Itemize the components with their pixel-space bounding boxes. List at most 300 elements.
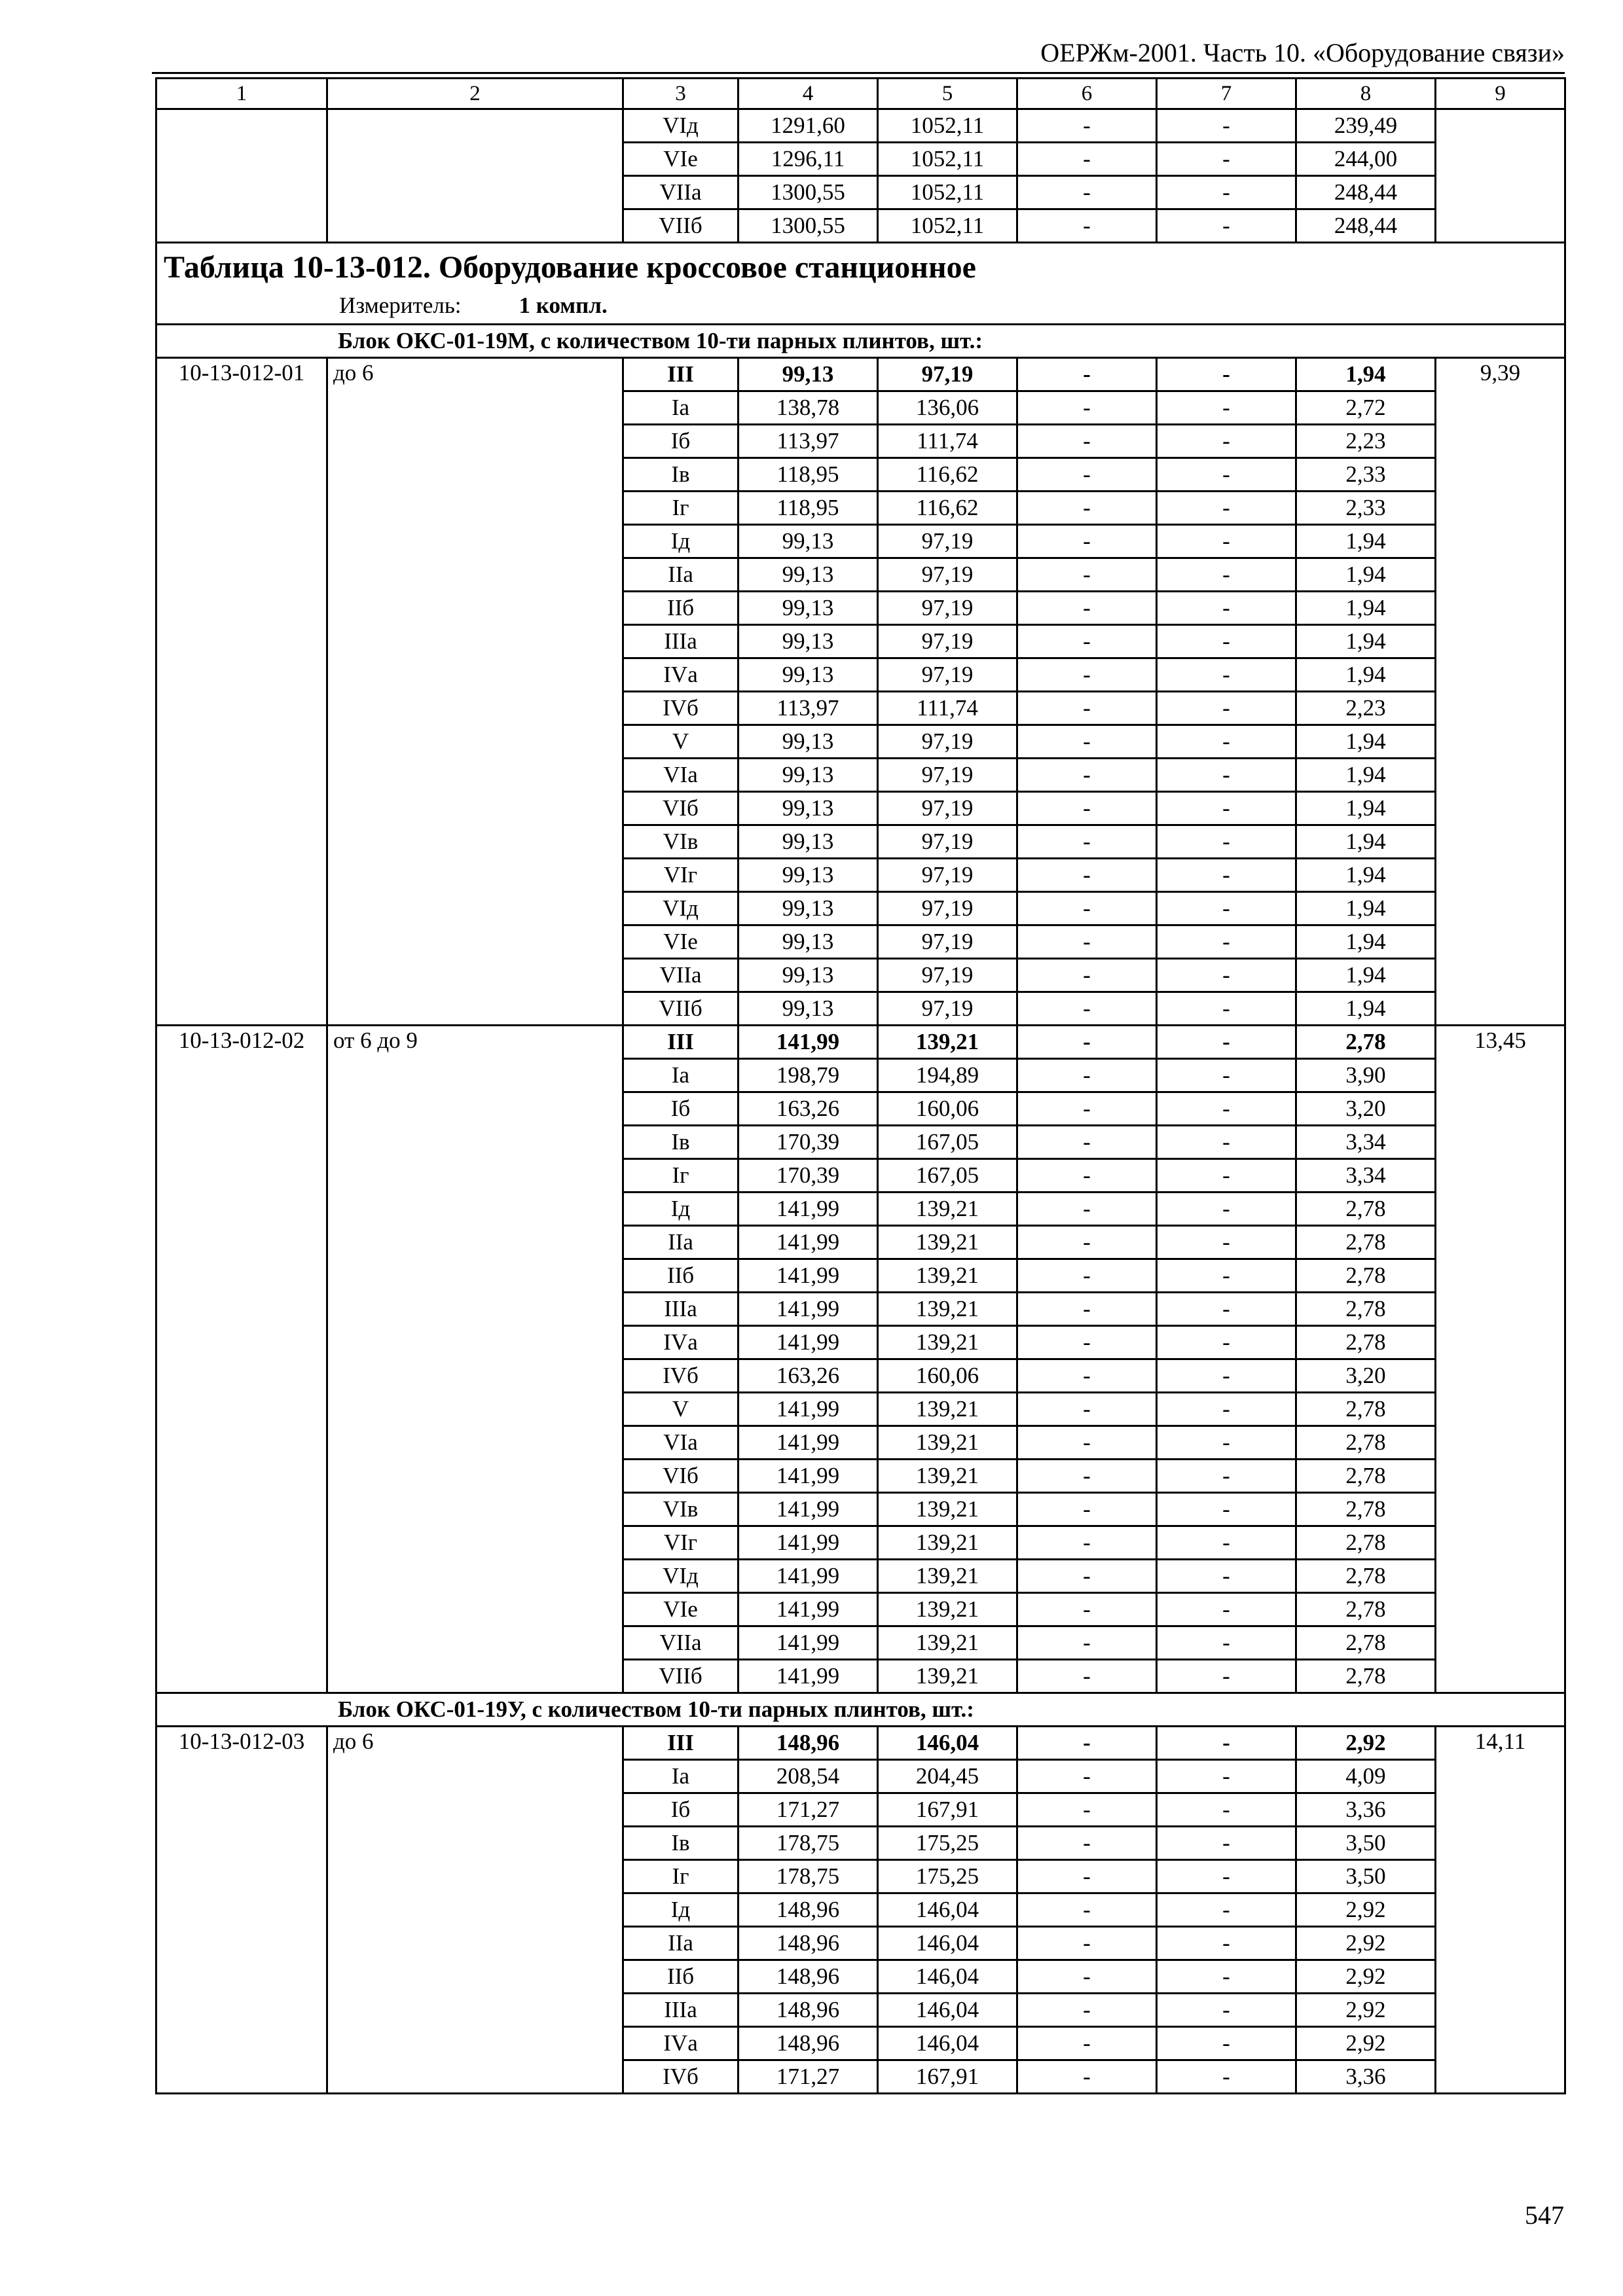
- col8-cell: 1,94: [1296, 725, 1436, 759]
- equipment-cost-cell: 146,04: [878, 1994, 1017, 2027]
- equipment-cost-cell: 1052,11: [878, 109, 1017, 143]
- col6-cell: -: [1017, 658, 1157, 692]
- col6-cell: -: [1017, 992, 1157, 1026]
- col7-cell: -: [1157, 892, 1296, 925]
- col8-cell: 2,78: [1296, 1426, 1436, 1460]
- col9-cell: 13,45: [1436, 1026, 1565, 1693]
- col7-cell: -: [1157, 1994, 1296, 2027]
- col6-cell: -: [1017, 1760, 1157, 1793]
- col8-cell: 2,78: [1296, 1026, 1436, 1059]
- equipment-cost-cell: 97,19: [878, 759, 1017, 792]
- zone-cell: VIд: [623, 892, 739, 925]
- column-number: 1: [156, 79, 327, 109]
- total-cost-cell: 118,95: [739, 458, 878, 492]
- equipment-cost-cell: 139,21: [878, 1026, 1017, 1059]
- table-title: Таблица 10-13-012. Оборудование кроссовое станционное: [164, 250, 976, 285]
- col7-cell: -: [1157, 825, 1296, 859]
- col8-cell: 2,78: [1296, 1626, 1436, 1660]
- zone-cell: Iг: [623, 1159, 739, 1193]
- total-cost-cell: 99,13: [739, 992, 878, 1026]
- col6-cell: -: [1017, 1393, 1157, 1426]
- col6-cell: -: [1017, 1226, 1157, 1259]
- running-header: ОЕРЖм-2001. Часть 10. «Оборудование связи»: [1040, 38, 1565, 67]
- equipment-cost-cell: 167,05: [878, 1159, 1017, 1193]
- code-cell: 10-13-012-01: [156, 358, 327, 1026]
- zone-cell: IVб: [623, 1359, 739, 1393]
- col7-cell: -: [1157, 1126, 1296, 1159]
- total-cost-cell: 99,13: [739, 925, 878, 959]
- code-cell: [156, 143, 327, 176]
- zone-cell: Iг: [623, 1860, 739, 1893]
- col8-cell: 248,44: [1296, 176, 1436, 209]
- zone-cell: IIб: [623, 592, 739, 625]
- zone-cell: VIIб: [623, 209, 739, 243]
- total-cost-cell: 141,99: [739, 1293, 878, 1326]
- column-number-row: [156, 79, 1565, 109]
- col7-cell: -: [1157, 1493, 1296, 1526]
- equipment-cost-cell: 175,25: [878, 1860, 1017, 1893]
- col8-cell: 1,94: [1296, 992, 1436, 1026]
- col6-cell: -: [1017, 1193, 1157, 1226]
- col6-cell: -: [1017, 1293, 1157, 1326]
- col6-cell: -: [1017, 358, 1157, 391]
- col8-cell: 2,78: [1296, 1226, 1436, 1259]
- total-cost-cell: 99,13: [739, 825, 878, 859]
- group-heading-cell: [156, 325, 1565, 358]
- equipment-cost-cell: 194,89: [878, 1059, 1017, 1092]
- total-cost-cell: 1300,55: [739, 176, 878, 209]
- col9-cell: 14,11: [1436, 1727, 1565, 2094]
- col6-cell: -: [1017, 425, 1157, 458]
- col7-cell: -: [1157, 925, 1296, 959]
- zone-cell: V: [623, 1393, 739, 1426]
- col8-cell: 2,78: [1296, 1393, 1436, 1426]
- total-cost-cell: 141,99: [739, 1460, 878, 1493]
- col7-cell: -: [1157, 109, 1296, 143]
- total-cost-cell: 113,97: [739, 425, 878, 458]
- equipment-cost-cell: 139,21: [878, 1193, 1017, 1226]
- total-cost-cell: 99,13: [739, 358, 878, 391]
- equipment-cost-cell: 204,45: [878, 1760, 1017, 1793]
- group-heading-cell: [156, 1693, 1565, 1727]
- col7-cell: -: [1157, 525, 1296, 558]
- col6-cell: -: [1017, 391, 1157, 425]
- col7-cell: -: [1157, 1159, 1296, 1193]
- col7-cell: -: [1157, 458, 1296, 492]
- col8-cell: 2,23: [1296, 692, 1436, 725]
- zone-cell: VIг: [623, 1526, 739, 1560]
- col7-cell: -: [1157, 176, 1296, 209]
- col9-cell: [1436, 109, 1565, 143]
- col8-cell: 2,78: [1296, 1460, 1436, 1493]
- description-cell: [327, 176, 623, 209]
- equipment-cost-cell: 139,21: [878, 1259, 1017, 1293]
- col7-cell: -: [1157, 658, 1296, 692]
- total-cost-cell: 178,75: [739, 1827, 878, 1860]
- column-number: 5: [878, 79, 1017, 109]
- col7-cell: -: [1157, 1727, 1296, 1760]
- total-cost-cell: 99,13: [739, 959, 878, 992]
- total-cost-cell: 148,96: [739, 1960, 878, 1994]
- col6-cell: -: [1017, 1460, 1157, 1493]
- unit-row: [156, 291, 1565, 325]
- col6-cell: -: [1017, 1626, 1157, 1660]
- equipment-cost-cell: 97,19: [878, 825, 1017, 859]
- equipment-cost-cell: 139,21: [878, 1626, 1017, 1660]
- col8-cell: 2,72: [1296, 391, 1436, 425]
- col6-cell: -: [1017, 558, 1157, 592]
- table-row: [156, 109, 1565, 143]
- zone-cell: VIIб: [623, 992, 739, 1026]
- col6-cell: -: [1017, 1927, 1157, 1960]
- zone-cell: Iг: [623, 492, 739, 525]
- col7-cell: -: [1157, 492, 1296, 525]
- col8-cell: 1,94: [1296, 625, 1436, 658]
- col7-cell: -: [1157, 1259, 1296, 1293]
- col6-cell: -: [1017, 859, 1157, 892]
- col8-cell: 1,94: [1296, 792, 1436, 825]
- col7-cell: -: [1157, 1560, 1296, 1593]
- total-cost-cell: 141,99: [739, 1326, 878, 1359]
- col7-cell: -: [1157, 1960, 1296, 1994]
- equipment-cost-cell: 97,19: [878, 925, 1017, 959]
- equipment-cost-cell: 97,19: [878, 725, 1017, 759]
- column-number: 6: [1017, 79, 1157, 109]
- total-cost-cell: 171,27: [739, 1793, 878, 1827]
- zone-cell: VIб: [623, 792, 739, 825]
- col6-cell: -: [1017, 692, 1157, 725]
- equipment-cost-cell: 139,21: [878, 1593, 1017, 1626]
- rates-table: [155, 77, 1566, 2094]
- total-cost-cell: 141,99: [739, 1226, 878, 1259]
- column-number: 9: [1436, 79, 1565, 109]
- total-cost-cell: 99,13: [739, 892, 878, 925]
- col7-cell: -: [1157, 1426, 1296, 1460]
- col8-cell: 2,78: [1296, 1560, 1436, 1593]
- col8-cell: 2,78: [1296, 1660, 1436, 1693]
- col8-cell: 1,94: [1296, 892, 1436, 925]
- equipment-cost-cell: 167,05: [878, 1126, 1017, 1159]
- col8-cell: 2,92: [1296, 1727, 1436, 1760]
- zone-cell: Iа: [623, 1760, 739, 1793]
- zone-cell: Iд: [623, 1193, 739, 1226]
- column-number: 2: [327, 79, 623, 109]
- equipment-cost-cell: 167,91: [878, 2060, 1017, 2094]
- zone-cell: IVб: [623, 2060, 739, 2094]
- equipment-cost-cell: 1052,11: [878, 143, 1017, 176]
- equipment-cost-cell: 97,19: [878, 992, 1017, 1026]
- col7-cell: -: [1157, 1059, 1296, 1092]
- unit-cell: [156, 291, 1565, 325]
- col8-cell: 1,94: [1296, 358, 1436, 391]
- total-cost-cell: 99,13: [739, 792, 878, 825]
- col6-cell: -: [1017, 2060, 1157, 2094]
- col9-cell: [1436, 209, 1565, 243]
- total-cost-cell: 198,79: [739, 1059, 878, 1092]
- table-row: [156, 1026, 1565, 1059]
- col8-cell: 2,92: [1296, 1994, 1436, 2027]
- equipment-cost-cell: 1052,11: [878, 176, 1017, 209]
- code-cell: [156, 209, 327, 243]
- total-cost-cell: 163,26: [739, 1359, 878, 1393]
- group-heading: Блок ОКС-01-19М, с количеством 10-ти парных плинтов, шт.:: [338, 328, 983, 353]
- col6-cell: -: [1017, 1126, 1157, 1159]
- col8-cell: 1,94: [1296, 592, 1436, 625]
- col8-cell: 3,20: [1296, 1359, 1436, 1393]
- col7-cell: -: [1157, 1460, 1296, 1493]
- description-cell: [327, 143, 623, 176]
- col8-cell: 2,92: [1296, 2027, 1436, 2060]
- total-cost-cell: 141,99: [739, 1493, 878, 1526]
- col8-cell: 1,94: [1296, 759, 1436, 792]
- col7-cell: -: [1157, 592, 1296, 625]
- equipment-cost-cell: 136,06: [878, 391, 1017, 425]
- col7-cell: -: [1157, 859, 1296, 892]
- equipment-cost-cell: 146,04: [878, 2027, 1017, 2060]
- equipment-cost-cell: 97,19: [878, 892, 1017, 925]
- equipment-cost-cell: 139,21: [878, 1560, 1017, 1593]
- equipment-cost-cell: 139,21: [878, 1293, 1017, 1326]
- col6-cell: -: [1017, 1793, 1157, 1827]
- col7-cell: -: [1157, 143, 1296, 176]
- zone-cell: Iв: [623, 458, 739, 492]
- total-cost-cell: 99,13: [739, 859, 878, 892]
- zone-cell: VIд: [623, 109, 739, 143]
- col8-cell: 3,20: [1296, 1092, 1436, 1126]
- col6-cell: -: [1017, 1426, 1157, 1460]
- equipment-cost-cell: 111,74: [878, 692, 1017, 725]
- code-cell: 10-13-012-02: [156, 1026, 327, 1693]
- col6-cell: -: [1017, 825, 1157, 859]
- col8-cell: 1,94: [1296, 859, 1436, 892]
- total-cost-cell: 170,39: [739, 1126, 878, 1159]
- total-cost-cell: 148,96: [739, 1994, 878, 2027]
- total-cost-cell: 99,13: [739, 658, 878, 692]
- page-number: 547: [1525, 2200, 1564, 2230]
- zone-cell: VIIа: [623, 959, 739, 992]
- col8-cell: 2,78: [1296, 1293, 1436, 1326]
- col8-cell: 1,94: [1296, 525, 1436, 558]
- equipment-cost-cell: 97,19: [878, 859, 1017, 892]
- col6-cell: -: [1017, 209, 1157, 243]
- col8-cell: 248,44: [1296, 209, 1436, 243]
- col6-cell: -: [1017, 1827, 1157, 1860]
- col7-cell: -: [1157, 1026, 1296, 1059]
- code-cell: [156, 109, 327, 143]
- col6-cell: -: [1017, 525, 1157, 558]
- zone-cell: III: [623, 1727, 739, 1760]
- zone-cell: VIа: [623, 1426, 739, 1460]
- col7-cell: -: [1157, 692, 1296, 725]
- col6-cell: -: [1017, 1059, 1157, 1092]
- col6-cell: -: [1017, 2027, 1157, 2060]
- zone-cell: Iб: [623, 1793, 739, 1827]
- col8-cell: 1,94: [1296, 658, 1436, 692]
- total-cost-cell: 113,97: [739, 692, 878, 725]
- col7-cell: -: [1157, 1760, 1296, 1793]
- zone-cell: VIв: [623, 825, 739, 859]
- total-cost-cell: 148,96: [739, 2027, 878, 2060]
- col7-cell: -: [1157, 558, 1296, 592]
- col7-cell: -: [1157, 2027, 1296, 2060]
- equipment-cost-cell: 1052,11: [878, 209, 1017, 243]
- equipment-cost-cell: 139,21: [878, 1326, 1017, 1359]
- col7-cell: -: [1157, 1827, 1296, 1860]
- col7-cell: -: [1157, 358, 1296, 391]
- zone-cell: VIIа: [623, 176, 739, 209]
- zone-cell: Iв: [623, 1827, 739, 1860]
- total-cost-cell: 141,99: [739, 1026, 878, 1059]
- col7-cell: -: [1157, 625, 1296, 658]
- col6-cell: -: [1017, 492, 1157, 525]
- col8-cell: 2,78: [1296, 1526, 1436, 1560]
- zone-cell: IVб: [623, 692, 739, 725]
- zone-cell: IVа: [623, 658, 739, 692]
- group-heading-row: [156, 325, 1565, 358]
- col6-cell: -: [1017, 592, 1157, 625]
- col7-cell: -: [1157, 1359, 1296, 1393]
- equipment-cost-cell: 97,19: [878, 592, 1017, 625]
- col6-cell: -: [1017, 1593, 1157, 1626]
- total-cost-cell: 141,99: [739, 1393, 878, 1426]
- total-cost-cell: 141,99: [739, 1259, 878, 1293]
- description-cell: до 6: [327, 1727, 623, 2094]
- col7-cell: -: [1157, 1893, 1296, 1927]
- col8-cell: 3,36: [1296, 1793, 1436, 1827]
- equipment-cost-cell: 139,21: [878, 1526, 1017, 1560]
- zone-cell: III: [623, 1026, 739, 1059]
- col6-cell: -: [1017, 1259, 1157, 1293]
- zone-cell: Iд: [623, 525, 739, 558]
- equipment-cost-cell: 175,25: [878, 1827, 1017, 1860]
- total-cost-cell: 141,99: [739, 1593, 878, 1626]
- col8-cell: 2,78: [1296, 1326, 1436, 1359]
- description-cell: от 6 до 9: [327, 1026, 623, 1693]
- zone-cell: Iа: [623, 391, 739, 425]
- col7-cell: -: [1157, 391, 1296, 425]
- equipment-cost-cell: 146,04: [878, 1927, 1017, 1960]
- equipment-cost-cell: 146,04: [878, 1727, 1017, 1760]
- zone-cell: IIIа: [623, 625, 739, 658]
- total-cost-cell: 99,13: [739, 592, 878, 625]
- col8-cell: 239,49: [1296, 109, 1436, 143]
- equipment-cost-cell: 139,21: [878, 1226, 1017, 1259]
- col7-cell: -: [1157, 792, 1296, 825]
- equipment-cost-cell: 97,19: [878, 959, 1017, 992]
- col6-cell: -: [1017, 1326, 1157, 1359]
- col7-cell: -: [1157, 1626, 1296, 1660]
- total-cost-cell: 1291,60: [739, 109, 878, 143]
- total-cost-cell: 99,13: [739, 759, 878, 792]
- column-number: 8: [1296, 79, 1436, 109]
- total-cost-cell: 1296,11: [739, 143, 878, 176]
- total-cost-cell: 141,99: [739, 1526, 878, 1560]
- table-row: [156, 1727, 1565, 1760]
- col7-cell: -: [1157, 1593, 1296, 1626]
- col7-cell: -: [1157, 759, 1296, 792]
- col8-cell: 244,00: [1296, 143, 1436, 176]
- unit-label: Измеритель:: [339, 293, 462, 318]
- col8-cell: 2,92: [1296, 1927, 1436, 1960]
- col8-cell: 1,94: [1296, 959, 1436, 992]
- rates-table-body: [156, 79, 1565, 2094]
- col6-cell: -: [1017, 725, 1157, 759]
- col8-cell: 2,78: [1296, 1593, 1436, 1626]
- col8-cell: 3,90: [1296, 1059, 1436, 1092]
- col8-cell: 3,34: [1296, 1126, 1436, 1159]
- col6-cell: -: [1017, 959, 1157, 992]
- col7-cell: -: [1157, 1793, 1296, 1827]
- zone-cell: VIе: [623, 925, 739, 959]
- zone-cell: VIв: [623, 1493, 739, 1526]
- col7-cell: -: [1157, 992, 1296, 1026]
- zone-cell: VIе: [623, 143, 739, 176]
- col7-cell: -: [1157, 1226, 1296, 1259]
- equipment-cost-cell: 146,04: [878, 1960, 1017, 1994]
- table-row: [156, 176, 1565, 209]
- equipment-cost-cell: 97,19: [878, 658, 1017, 692]
- zone-cell: Iд: [623, 1893, 739, 1927]
- zone-cell: VIе: [623, 1593, 739, 1626]
- col8-cell: 4,09: [1296, 1760, 1436, 1793]
- col7-cell: -: [1157, 1193, 1296, 1226]
- equipment-cost-cell: 116,62: [878, 492, 1017, 525]
- col8-cell: 1,94: [1296, 925, 1436, 959]
- col9-cell: [1436, 143, 1565, 176]
- table-title-row: [156, 243, 1565, 291]
- col7-cell: -: [1157, 725, 1296, 759]
- col8-cell: 2,78: [1296, 1493, 1436, 1526]
- equipment-cost-cell: 116,62: [878, 458, 1017, 492]
- total-cost-cell: 141,99: [739, 1660, 878, 1693]
- zone-cell: Iа: [623, 1059, 739, 1092]
- equipment-cost-cell: 139,21: [878, 1660, 1017, 1693]
- equipment-cost-cell: 160,06: [878, 1092, 1017, 1126]
- col6-cell: -: [1017, 1860, 1157, 1893]
- column-number: 3: [623, 79, 739, 109]
- table-row: [156, 209, 1565, 243]
- col8-cell: 2,92: [1296, 1893, 1436, 1927]
- col6-cell: -: [1017, 1092, 1157, 1126]
- col8-cell: 3,34: [1296, 1159, 1436, 1193]
- total-cost-cell: 163,26: [739, 1092, 878, 1126]
- equipment-cost-cell: 97,19: [878, 525, 1017, 558]
- total-cost-cell: 141,99: [739, 1426, 878, 1460]
- col7-cell: -: [1157, 1293, 1296, 1326]
- col6-cell: -: [1017, 1660, 1157, 1693]
- col7-cell: -: [1157, 1326, 1296, 1359]
- description-cell: до 6: [327, 358, 623, 1026]
- col6-cell: -: [1017, 1159, 1157, 1193]
- total-cost-cell: 1300,55: [739, 209, 878, 243]
- equipment-cost-cell: 139,21: [878, 1393, 1017, 1426]
- col6-cell: -: [1017, 176, 1157, 209]
- header-rule: [152, 72, 1565, 74]
- zone-cell: VIIа: [623, 1626, 739, 1660]
- col8-cell: 2,23: [1296, 425, 1436, 458]
- col6-cell: -: [1017, 792, 1157, 825]
- zone-cell: IIб: [623, 1960, 739, 1994]
- col7-cell: -: [1157, 2060, 1296, 2094]
- equipment-cost-cell: 160,06: [878, 1359, 1017, 1393]
- zone-cell: Iб: [623, 425, 739, 458]
- zone-cell: Iв: [623, 1126, 739, 1159]
- unit-value: 1 компл.: [519, 293, 608, 318]
- total-cost-cell: 171,27: [739, 2060, 878, 2094]
- col7-cell: -: [1157, 1526, 1296, 1560]
- equipment-cost-cell: 97,19: [878, 792, 1017, 825]
- total-cost-cell: 170,39: [739, 1159, 878, 1193]
